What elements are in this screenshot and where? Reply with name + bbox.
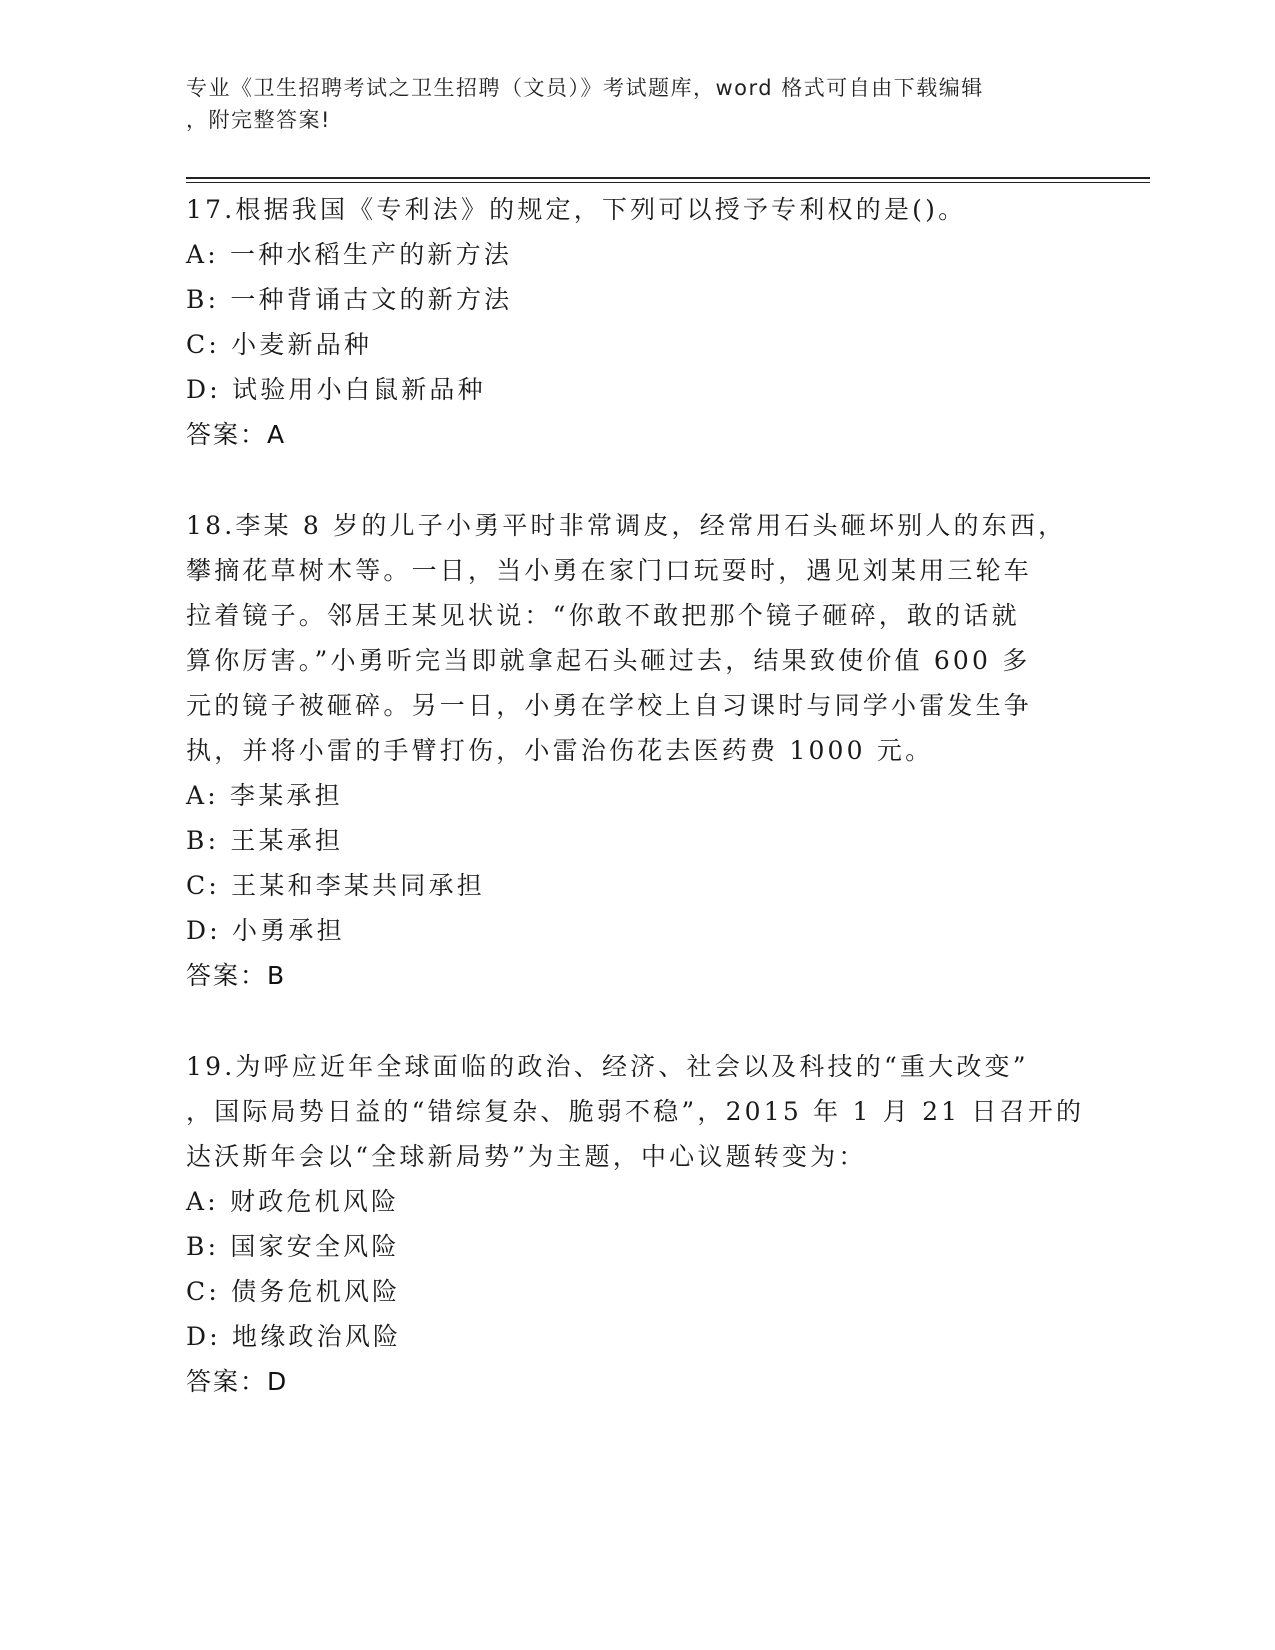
question-list (186, 187, 1086, 1450)
question-stem-line: 执，并将小雷的手臂打伤，小雷治伤花去医药费 1000 元。 (186, 736, 934, 765)
option-c: C: 债务危机风险 (186, 1277, 401, 1306)
option-a: A: 李某承担 (186, 781, 343, 810)
question-stem-line: ，国际局势日益的“错综复杂、脆弱不稳”，2015 年 1 月 21 日召开的 (186, 1097, 1085, 1126)
question-stem-line: 达沃斯年会以“全球新局势”为主题，中心议题转变为： (186, 1142, 867, 1171)
option-b: B: 王某承担 (186, 826, 344, 855)
header-line-2: ，附完整答案! (186, 108, 331, 132)
option-d: D: 试验用小白鼠新品种 (186, 375, 486, 404)
option-c: C: 小麦新品种 (186, 330, 373, 359)
question-stem-line: 19.为呼应近年全球面临的政治、经济、社会以及科技的“重大改变” (186, 1052, 1029, 1081)
question-stem-line: 元的镜子被砸碎。另一日，小勇在学校上自习课时与同学小雷发生争 (186, 691, 1033, 720)
question-stem-line: 18.李某 8 岁的儿子小勇平时非常调皮，经常用石头砸坏别人的东西， (186, 511, 1067, 540)
option-a: A: 财政危机风险 (186, 1187, 400, 1216)
answer-line: 答案：D (186, 1367, 289, 1396)
question-17 (186, 187, 1086, 457)
option-d: D: 地缘政治风险 (186, 1322, 402, 1351)
option-b: B: 一种背诵古文的新方法 (186, 285, 513, 314)
answer-line: 答案：A (186, 420, 287, 449)
question-stem-line: 攀摘花草树木等。一日，当小勇在家门口玩耍时，遇见刘某用三轮车 (186, 556, 1033, 585)
question-18 (186, 503, 1086, 998)
document-header (186, 72, 1066, 136)
question-19 (186, 1044, 1086, 1404)
question-stem-line: 拉着镜子。邻居王某见状说：“你敢不敢把那个镜子砸碎，敢的话就 (186, 601, 1020, 630)
question-stem-line: 算你厉害。”小勇听完当即就拿起石头砸过去，结果致使价值 600 多 (186, 646, 1031, 675)
header-divider-thick (186, 177, 1150, 179)
answer-line: 答案：B (186, 961, 287, 990)
header-line-1: 专业《卫生招聘考试之卫生招聘（文员）》考试题库，word 格式可自由下载编辑 (186, 76, 984, 100)
option-c: C: 王某和李某共同承担 (186, 871, 485, 900)
option-b: B: 国家安全风险 (186, 1232, 400, 1261)
header-divider-thin (186, 182, 1150, 183)
question-stem-line: 17.根据我国《专利法》的规定，下列可以授予专利权的是()。 (186, 195, 967, 224)
option-a: A: 一种水稻生产的新方法 (186, 240, 513, 269)
option-d: D: 小勇承担 (186, 916, 345, 945)
